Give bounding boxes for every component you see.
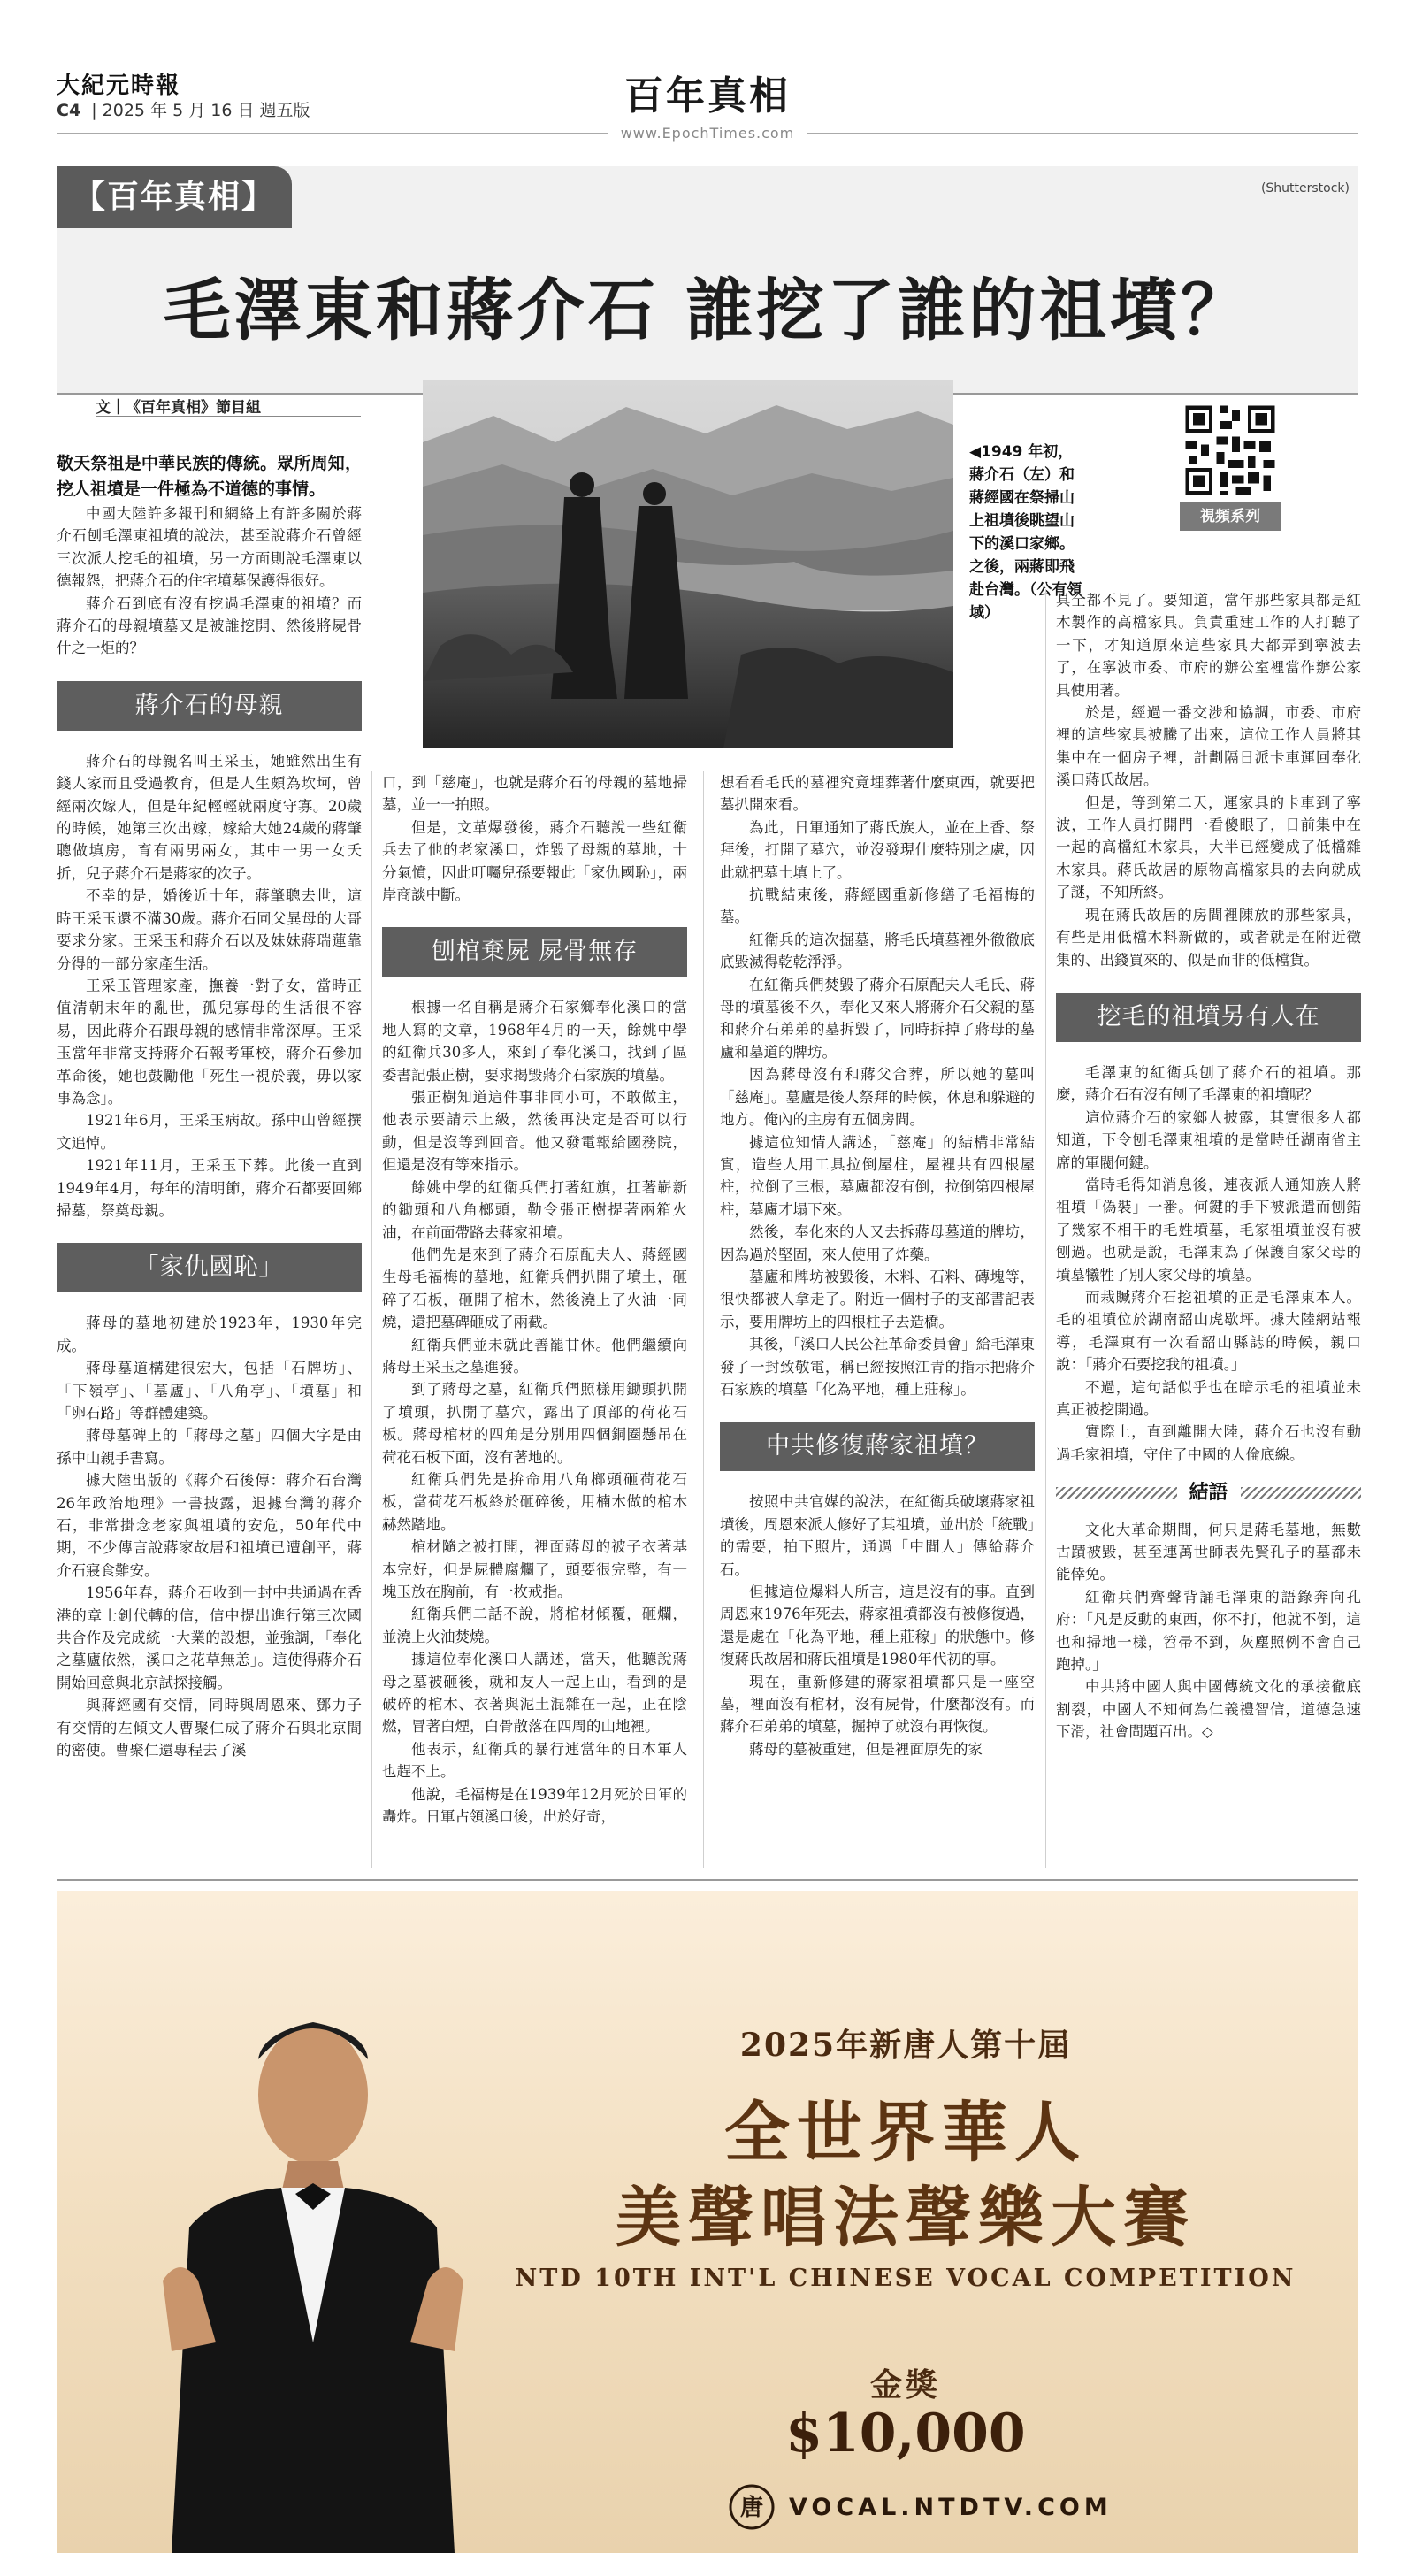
paragraph: 不幸的是，婚後近十年，蔣肇聰去世，這時王采玉還不滿30歲。蔣介石同父異母的大哥要求分家。王采玉和蔣介石以及妹妹蔣瑞蓮靠分得的一部分家產生活。 [57,887,362,972]
column-divider [1045,589,1046,1868]
ntd-vocal-competition-ad[interactable] [57,1891,1358,2553]
article-column-3 [720,771,1035,1760]
article-column-4 [1056,589,1361,1744]
paragraph: 1956年春，蔣介石收到一封中共通過在香港的章士釗代轉的信，信中提出進行第三次國共合作及完成統一大業的設想，並強調，「奉化之墓廬依然，溪口之花草無恙」。這使得蔣介石開始回意與北京試探接觸。 [57,1584,362,1691]
ntd-logo-icon [729,2484,775,2530]
ad-year-line: 2025年新唐人第十屆 [739,2027,1072,2064]
paragraph: 紅衛兵們齊聲背誦毛澤東的語錄奔向孔府：「凡是反動的東西，你不打，他就不倒，這也和掃地一樣，笤帚不到，灰塵照例不會自己跑掉。」 [1056,1588,1361,1674]
headline: 毛澤東和蔣介石 誰挖了誰的祖墳？ [163,271,1252,349]
subhead-mao-tomb: 挖毛的祖墳另有人在 [1056,993,1361,1042]
paragraph: 然後，奉化來的人又去拆蔣母墓道的牌坊，因為過於堅固，來人使用了炸藥。 [720,1223,1035,1263]
paragraph: 按照中共官媒的說法，在紅衛兵破壞蔣家祖墳後，周恩來派人修好了其祖墳，並出於「統戰」的需要，拍下照片，通過「中間人」傳給蔣介石。 [720,1493,1035,1578]
paragraph: 蔣介石的母親名叫王采玉，她雖然出生有錢人家而且受過教育，但是人生頗為坎坷，曾經兩次嫁人，但是年紀輕輕就兩度守寡。20歲的時候，她第三次出嫁，嫁給大她24歲的蔣肇聰做填房，育有兩男兩女，其中一男一女夭折，兒子蔣介石是蔣家的次子。 [57,752,362,882]
paragraph: 紅衛兵的這次掘墓，將毛氏墳墓裡外徹徹底底毀滅得乾乾淨淨。 [720,931,1035,971]
photo-caption: ◀1949 年初，蔣介石（左）和蔣經國在祭掃山上祖墳後眺望山下的溪口家鄉。之後，兩蔣即飛赴台灣。（公有領域） [969,443,1082,622]
ad-url-row[interactable] [729,2482,1113,2532]
paragraph: 1921年11月，王采玉下葬。此後一直到1949年4月，每年的清明節，蔣介石都要回鄉掃墓，祭奠母親。 [57,1157,362,1219]
ad-title-line-1: 全世界華人 [724,2095,1087,2171]
subhead-coffin: 刨棺棄屍 屍骨無存 [382,927,687,977]
paragraph: 想看看毛氏的墓裡究竟埋葬著什麼東西，就要把墓扒開來看。 [720,774,1035,814]
paragraph: 蔣母的墓被重建，但是裡面原先的家 [749,1740,983,1758]
article-lede: 敬天祭祖是中華民族的傳統。眾所周知，挖人祖墳是一件極為不道德的事情。 [57,454,362,499]
paragraph: 據這位知情人講述，「慈庵」的結構非常結實，造些人用工具拉倒屋柱，屋裡共有四根屋柱，拉倒了三根，墓廬都沒有倒，拉倒第四根屋柱，墓廬才塌下來。 [720,1133,1035,1218]
paragraph: 到了蔣母之墓，紅衛兵們照樣用鋤頭扒開了墳頭，扒開了墓穴，露出了頂部的荷花石板。蔣母棺材的四角是分別用四個銅圈懸吊在荷花石板下面，沒有著地的。 [382,1381,687,1466]
paragraph: 但是，文革爆發後，蔣介石聽說一些紅衛兵去了他的老家溪口，炸毀了母親的墓地，十分氣憤，因此叮囑兒孫要報此「家仇國恥」，兩岸商談中斷。 [382,818,687,904]
website-link[interactable]: www.EpochTimes.com [608,125,807,142]
paragraph: 根據一名自稱是蔣介石家鄉奉化溪口的當地人寫的文章，1968年4月的一天，餘姚中學的紅衛兵30多人，來到了奉化溪口，找到了區委書記張正樹，要求揭毀蔣介石家族的墳墓。 [382,999,687,1084]
hatch-divider [1056,1487,1177,1499]
byline-rule [96,416,361,417]
paragraph: 中國大陸許多報刊和網絡上有許多關於蔣介石刨毛澤東祖墳的說法，甚至說蔣介石曾經三次派人挖毛的祖墳，另一方面則說毛澤東以德報怨，把蔣介石的住宅墳墓保護得很好。 [57,505,362,590]
paragraph: 實際上，直到離開大陸，蔣介石也沒有動過毛家祖墳，守住了中國的人倫底線。 [1056,1423,1361,1463]
article-photo [423,380,953,748]
paragraph: 1921年6月，王采玉病故。孫中山曾經撰文追悼。 [57,1112,362,1152]
section-title: 百年真相 [624,73,791,119]
section-tab: 【百年真相】 [57,166,292,228]
hatch-divider [1241,1487,1362,1499]
subhead-family-feud: 「家仇國恥」 [57,1243,362,1292]
paragraph: 這位蔣介石的家鄉人披露，其實很多人都知道，下令刨毛澤東祖墳的是當時任湖南省主席的軍閥何鍵。 [1056,1108,1361,1171]
paragraph: 蔣介石到底有沒有挖過毛澤東的祖墳？而蔣介石的母親墳墓又是被誰挖開、然後將屍骨什之一炬的？ [57,594,362,657]
singer-illustration [163,1962,463,2553]
website-line [0,125,1415,142]
ad-separator-rule [57,1879,1358,1881]
paragraph: 他們先是來到了蔣介石原配夫人、蔣經國生母毛福梅的墓地，紅衛兵們扒開了墳土，砸碎了石板，砸開了棺木，然後澆上了火油一同燒，還把墓碑砸成了兩截。 [382,1246,687,1331]
paragraph: 張正樹知道這件事非同小可，不敢做主，他表示要請示上級，然後再決定是否可以行動，但是沒等到回音。他又發電報給國務院，但還是沒有等來指示。 [382,1089,687,1174]
paragraph: 與蔣經國有交情，同時與周恩來、鄧力子有交情的左傾文人曹聚仁成了蔣介石與北京間的密使。曹聚仁還專程去了溪 [57,1697,362,1760]
paragraph: 當時毛得知消息後，連夜派人通知族人將祖墳「偽裝」一番。何鍵的手下被派遣而刨錯了幾家不相干的毛姓墳墓，毛家祖墳並沒有被刨過。也就是說，毛澤東為了保護自家父母的墳墓犧牲了別人家父母的墳墓。 [1056,1176,1361,1284]
column-divider [371,771,372,1868]
paragraph: 因為蔣母沒有和蔣父合葬，所以她的墓叫「慈庵」。墓廬是後人祭拜的時候，休息和躲避的地方。俺內的主房有五個房間。 [720,1066,1035,1129]
paragraph: 紅衛兵們先是拚命用八角榔頭砸荷花石板，當荷花石板終於砸碎後，用楠木做的棺木赫然踏地。 [382,1470,687,1533]
ad-title-line-2: 美聲唱法聲樂大賽 [616,2180,1196,2256]
paragraph: 據這位奉化溪口人講述，當天，他聽說蔣母之墓被砸後，就和友人一起上山，看到的是破碎的棺木、衣著與泥土混雜在一起，正在陰燃，冒著白煙，白骨散落在四周的山地裡。 [382,1651,687,1736]
paragraph: 中共將中國人與中國傳統文化的承接徹底割裂，中國人不知何為仁義禮智信，道德急速下滑，社會問題百出。◇ [1056,1678,1361,1741]
photo-illustration [423,380,953,748]
issue-separator: | [91,101,97,120]
ad-prize-amount: $10,000 [785,2403,1026,2465]
issue-date: 2025 年 5 月 16 日 週五版 [102,101,310,120]
paper-logo: 大紀元時報 [57,73,181,99]
conclusion-label: 結語 [1189,1482,1228,1505]
paragraph: 據大陸出版的《蔣介石後傳：蔣介石台灣26年政治地理》一書披露，退據台灣的蔣介石，非常掛念老家與祖墳的安危，50年代中期，不少傳言說蔣家故居和祖墳已遭創平，蔣介石寢食難安。 [57,1472,362,1579]
ntd-logo-glyph: 唐 [739,2495,764,2521]
masthead [0,0,1415,150]
article-column-1 [57,451,362,1762]
ad-english-title: NTD 10TH INT'L CHINESE VOCAL COMPETITION [515,2265,1296,2292]
paragraph: 紅衛兵們並未就此善罷甘休。他們繼續向蔣母王采玉之墓進發。 [382,1336,687,1376]
paragraph: 其後，「溪口人民公社革命委員會」給毛澤東發了一封致敬電，稱已經按照江青的指示把蔣介石家族的墳墓「化為平地，種上莊稼」。 [720,1336,1035,1398]
paragraph: 棺材隨之被打開，裡面蔣母的被子衣著基本完好，但是屍體腐爛了，頭要很完整，有一塊玉放在胸前，有一枚戒指。 [382,1538,687,1600]
paragraph: 蔣母墓碑上的「蔣母之墓」四個大字是由孫中山親手書寫。 [57,1427,362,1467]
paragraph: 但據這位爆料人所言，這是沒有的事。直到周恩來1976年死去，蔣家祖墳都沒有被修復過，還是處在「化為平地，種上莊稼」的狀態中。修復蔣氏故居和蔣氏祖墳是1980年代初的事。 [720,1583,1035,1668]
paragraph: 抗戰結束後，蔣經國重新修繕了毛福梅的墓。 [720,886,1035,926]
paragraph: 現在蔣氏故居的房間裡陳放的那些家具，有些是用低檔木料新做的，或者就是在附近徵集的、出錢買來的、似是而非的低檔貨。 [1056,906,1361,969]
paragraph: 紅衛兵們二話不說，將棺材傾覆，砸爛，並澆上火油焚燒。 [382,1606,687,1645]
paragraph: 蔣母墓道構建很宏大，包括「石牌坊」、「下嶺亭」、「墓廬」、「八角亭」、「墳墓」和「卵石路」等群體建築。 [57,1360,362,1422]
subhead-restoration: 中共修復蔣家祖墳？ [720,1422,1035,1471]
qr-code-icon[interactable] [1182,402,1279,499]
paragraph: 他說，毛福梅是在1939年12月死於日軍的轟炸。日軍占領溪口後，出於好奇， [382,1785,687,1826]
paragraph: 但是，等到第二天，運家具的卡車到了寧波，工作人員打開門一看傻眼了，日前集中在一起的高檔紅木家具，大半已經變成了低檔雜木家具。蔣氏故居的原物高檔家具的去向就成了謎，不知所終。 [1056,794,1361,901]
column-divider [703,771,704,1868]
paragraph: 在紅衛兵們焚毀了蔣介石原配夫人毛氏、蔣母的墳墓後不久，奉化又來人將蔣介石父親的墓和蔣介石弟弟的墓拆毀了，同時拆掉了蔣母的墓廬和墓道的牌坊。 [720,976,1035,1061]
photo-credit: (Shutterstock) [1260,181,1350,196]
paragraph: 王采玉管理家產，撫養一對子女，當時正值清朝末年的亂世，孤兒寡母的生活很不容易，因此蔣介石跟母親的感情非常深厚。王采玉當年非常支持蔣介石報考軍校，蔣介石參加革命後，她也鼓勵他「死生一視於義，毋以家事為念」。 [57,977,362,1107]
paragraph: 為此，日軍通知了蔣氏族人，並在上香、祭拜後，打開了墓穴，並沒發現什麼特別之處，因此就把墓土填上了。 [720,818,1035,881]
ad-url-link[interactable]: VOCAL.NTDTV.COM [789,2493,1113,2521]
paragraph: 於是，經過一番交涉和協調，市委、市府裡的這些家具被騰了出來，這位工作人員將其集中在一個房子裡，計劃隔日派卡車運回奉化溪口蔣氏故居。 [1056,704,1361,789]
paragraph: 口，到「慈庵」，也就是蔣介石的母親的墓地掃墓，並一一拍照。 [382,774,687,814]
byline: 文｜《百年真相》節目組 [96,399,261,417]
paragraph: 而栽贓蔣介石挖祖墳的正是毛澤東本人。毛的祖墳位於湖南韶山虎歇坪。據大陸網站報導，毛澤東有一次看韶山縣誌的時候，親口說：「蔣介石要挖我的祖墳。」 [1056,1288,1361,1374]
subhead-mother: 蔣介石的母親 [57,681,362,731]
paragraph: 墓廬和牌坊被毀後，木料、石料、磚塊等，很快都被人拿走了。附近一個村子的支部書記表示，要用牌坊上的四根柱子去造橋。 [720,1268,1035,1330]
paragraph: 現在，重新修建的蔣家祖墳都只是一座空墓，裡面沒有棺材，沒有屍骨，什麼都沒有。而蔣介石弟弟的墳墓，掘掉了就沒有再恢復。 [720,1673,1035,1736]
paragraph: 文化大革命期間，何只是蔣毛墓地，無數古蹟被毀，甚至連萬世師表先賢孔子的墓都未能倖免。 [1056,1521,1361,1583]
paragraph: 餘姚中學的紅衛兵們打著紅旗，扛著嶄新的鋤頭和八角榔頭，勒令張正樹提著兩箱火油，在前面帶路去蔣家祖墳。 [382,1178,687,1241]
paragraph: 具全都不見了。要知道，當年那些家具都是紅木製作的高檔家具。負責重建工作的人打聽了一下，才知道原來這些家具大都弄到寧波去了，在寧波市委、市府的辦公室裡當作辦公家具使用著。 [1056,592,1361,699]
video-series-tag[interactable]: 視頻系列 [1180,502,1281,531]
paragraph: 蔣母的墓地初建於1923年，1930年完成。 [57,1315,362,1354]
paragraph: 不過，這句話似乎也在暗示毛的祖墳並未真正被挖開過。 [1056,1378,1361,1418]
page-code: C4 [57,101,81,120]
paragraph: 毛澤東的紅衛兵刨了蔣介石的祖墳。那麼，蔣介石有沒有刨了毛澤東的祖墳呢？ [1056,1063,1361,1104]
article-column-2 [382,771,687,1828]
ad-prize-label: 金獎 [869,2366,941,2404]
conclusion-marker [1056,1482,1361,1504]
paragraph: 他表示，紅衛兵的暴行連當年的日本軍人也趕不上。 [382,1740,687,1781]
